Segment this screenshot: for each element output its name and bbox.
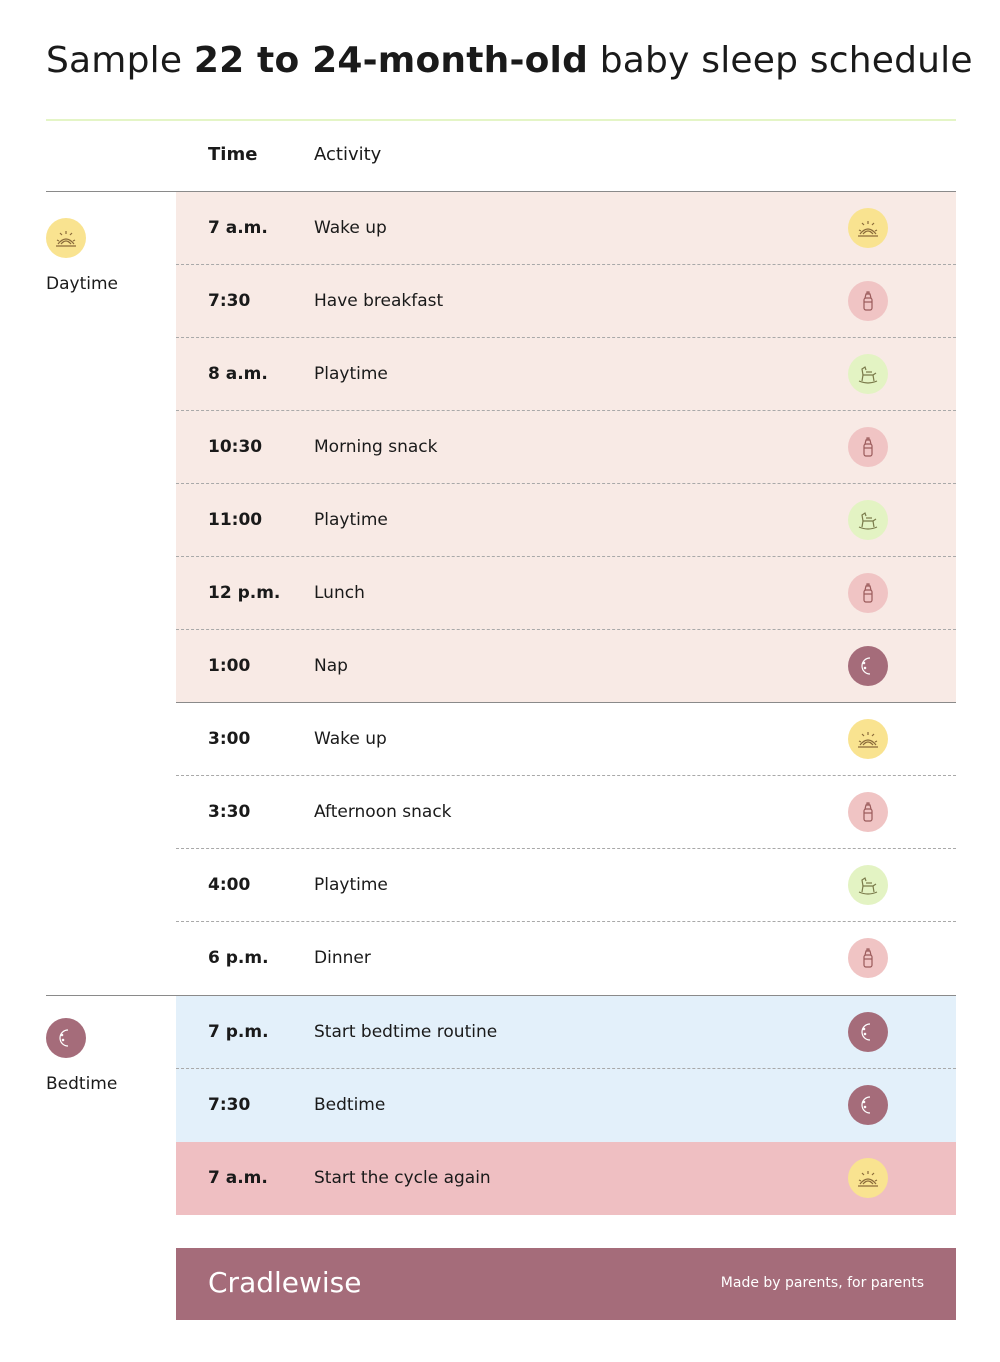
table-row <box>176 484 956 557</box>
table-row <box>176 849 956 922</box>
row-activity: Afternoon snack <box>314 802 452 822</box>
footer-tagline: Made by parents, for parents <box>720 1275 924 1291</box>
title-bold: 22 to 24-month-old <box>193 40 589 81</box>
page-title <box>46 40 973 81</box>
row-activity: Lunch <box>314 583 365 603</box>
row-activity: Nap <box>314 656 348 676</box>
bottle-icon <box>848 427 888 467</box>
table-row <box>176 1069 956 1142</box>
section-label-bedtime: Bedtime <box>46 1074 118 1094</box>
sun-icon <box>46 218 86 258</box>
table-row <box>176 1142 956 1215</box>
row-time: 12 p.m. <box>208 583 281 603</box>
moon-icon <box>848 1012 888 1052</box>
table-row <box>176 265 956 338</box>
sun-icon <box>848 208 888 248</box>
rocking-horse-icon <box>848 865 888 905</box>
row-time: 8 a.m. <box>208 364 268 384</box>
row-time: 7:30 <box>208 291 251 311</box>
rocking-horse-icon <box>848 500 888 540</box>
row-activity: Wake up <box>314 218 387 238</box>
section-bedtime <box>46 1018 117 1094</box>
row-time: 7 a.m. <box>208 218 268 238</box>
row-activity: Playtime <box>314 875 388 895</box>
table-row <box>176 630 956 703</box>
row-activity: Start the cycle again <box>314 1168 491 1188</box>
table-row <box>176 411 956 484</box>
row-time: 1:00 <box>208 656 251 676</box>
bottle-icon <box>848 573 888 613</box>
title-pre: Sample <box>46 40 194 81</box>
row-time: 10:30 <box>208 437 263 457</box>
table-row <box>176 338 956 411</box>
brand-logo-text: Cradlewise <box>208 1266 362 1299</box>
bedtime-divider <box>46 995 956 996</box>
row-time: 3:30 <box>208 802 251 822</box>
section-label-daytime: Daytime <box>46 274 118 294</box>
moon-icon <box>848 1085 888 1125</box>
row-activity: Wake up <box>314 729 387 749</box>
sun-icon <box>848 719 888 759</box>
header-time: Time <box>208 144 258 165</box>
row-time: 11:00 <box>208 510 263 530</box>
sun-icon <box>848 1158 888 1198</box>
rocking-horse-icon <box>848 354 888 394</box>
row-time: 7 a.m. <box>208 1168 268 1188</box>
row-time: 6 p.m. <box>208 948 269 968</box>
afternoon-divider <box>176 702 956 703</box>
table-row <box>176 557 956 630</box>
row-activity: Bedtime <box>314 1095 386 1115</box>
bottle-icon <box>848 938 888 978</box>
table-row <box>176 776 956 849</box>
table-row <box>176 922 956 995</box>
row-activity: Dinner <box>314 948 371 968</box>
row-activity: Have breakfast <box>314 291 444 311</box>
bottle-icon <box>848 281 888 321</box>
moon-icon <box>848 646 888 686</box>
section-daytime <box>46 218 118 294</box>
row-activity: Morning snack <box>314 437 438 457</box>
row-time: 3:00 <box>208 729 251 749</box>
row-activity: Playtime <box>314 510 388 530</box>
title-post: baby sleep schedule <box>588 40 973 81</box>
title-divider <box>46 119 956 121</box>
table-row <box>176 703 956 776</box>
bottle-icon <box>848 792 888 832</box>
moon-icon <box>46 1018 86 1058</box>
row-time: 4:00 <box>208 875 251 895</box>
row-activity: Playtime <box>314 364 388 384</box>
header-activity: Activity <box>314 144 382 165</box>
footer-banner <box>176 1248 956 1320</box>
table-row <box>176 996 956 1069</box>
row-activity: Start bedtime routine <box>314 1022 498 1042</box>
row-time: 7:30 <box>208 1095 251 1115</box>
row-time: 7 p.m. <box>208 1022 269 1042</box>
table-row <box>176 192 956 265</box>
